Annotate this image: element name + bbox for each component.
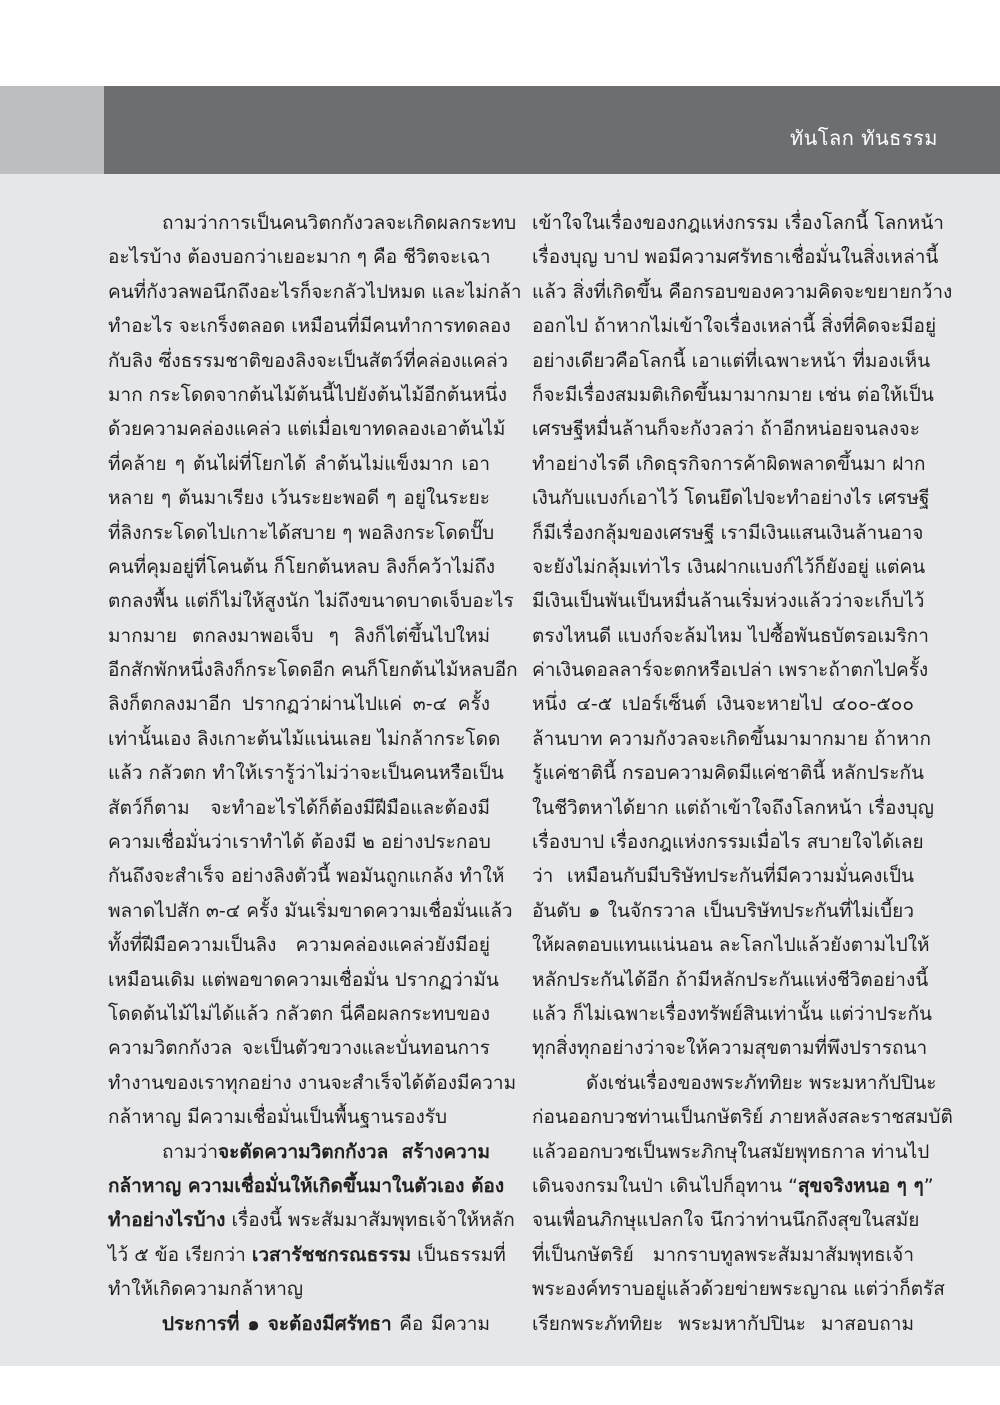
text-line: ทุกสิ่งทุกอย่างว่าจะให้ความสุขตามที่พึงปรารถนา	[532, 1037, 928, 1060]
text-line: หลาย ๆ ต้นมาเรียง เว้นระยะพอดี ๆ อยู่ในระยะ	[108, 487, 490, 510]
text-line: เรียกพระภัททิยะ พระมหากัปปินะ มาสอบถาม	[532, 1312, 914, 1335]
text-line: คนที่คุมอยู่ที่โคนต้น ก็โยกต้นหลบ ลิงก็คว้าไม่ถึง	[108, 555, 496, 578]
bold-text: สุขจริงหนอ ๆ ๆ	[797, 1174, 924, 1197]
text-line: แล้วออกบวชเป็นพระภิกษุในสมัยพุทธกาล ท่านไป	[532, 1140, 930, 1163]
text-line: กับลิง ซึ่งธรรมชาติของลิงจะเป็นสัตว์ที่คล่องแคล่ว	[108, 349, 509, 372]
bold-text: ประการที่ ๑ จะต้องมีศรัทธา	[162, 1312, 392, 1335]
text-line: เรื่องบุญ บาป พอมีความศรัทธาเชื่อมั่นในสิ่งเหล่านี้	[532, 246, 939, 269]
text-line: มาก กระโดดจากต้นไม้ต้นนี้ไปยังต้นไม้อีกต้นหนึ่ง	[108, 383, 508, 406]
text-line: จะยังไม่กลุ้มเท่าไร เงินฝากแบงก์ไว้ก็ยังอยู่ แต่คน	[532, 555, 926, 578]
text-line: แล้ว กลัวตก ทำให้เรารู้ว่าไม่ว่าจะเป็นคนหรือเป็น	[108, 762, 504, 785]
text-line: พระองค์ทราบอยู่แล้วด้วยข่ายพระญาณ แต่ว่าก็ตรัส	[532, 1278, 945, 1301]
text-line: ที่ลิงกระโดดไปเกาะได้สบาย ๆ พอลิงกระโดดปั๊บ	[108, 521, 495, 544]
text-line	[108, 1135, 490, 1169]
text-span: ถามว่า	[162, 1140, 219, 1163]
text-line: เหมือนเดิม แต่พอขาดความเชื่อมั่น ปรากฏว่ามัน	[108, 968, 499, 991]
text-line: ด้วยความคล่องแคล่ว แต่เมื่อเขาทดลองเอาต้นไม้	[108, 418, 506, 441]
text-line: อะไรบ้าง ต้องบอกว่าเยอะมาก ๆ คือ ชีวิตจะเฉา	[108, 246, 491, 269]
text-line: แล้ว ก็ไม่เฉพาะเรื่องทรัพย์สินเท่านั้น แต่ว่าประกัน	[532, 1002, 932, 1025]
text-line: ตรงไหนดี แบงก์จะล้มไหม ไปซื้อพันธบัตรอเมริกา	[532, 624, 929, 647]
text-span: ไว้ ๕ ข้อ เรียกว่า	[108, 1243, 252, 1266]
text-line: อันดับ ๑ ในจักรวาล เป็นบริษัทประกันที่ไม่เบี้ยว	[532, 899, 914, 922]
text-span: เรื่องนี้ พระสัมมาสัมพุทธเจ้าให้หลัก	[225, 1209, 515, 1232]
text-line	[108, 1169, 505, 1203]
text-line: ทำให้เกิดความกล้าหาญ	[108, 1278, 304, 1301]
text-line: รู้แค่ชาตินี้ กรอบความคิดมีแค่ชาตินี้ หลักประกัน	[532, 762, 924, 785]
text-line: หนึ่ง ๔-๕ เปอร์เซ็นต์ เงินจะหายไป ๔๐๐-๕๐๐	[532, 693, 914, 716]
section-title: ทันโลก ทันธรรม	[789, 126, 938, 150]
text-line: ถามว่าการเป็นคนวิตกกังวลจะเกิดผลกระทบ	[162, 212, 517, 234]
text-line: จนเพื่อนภิกษุแปลกใจ นึกว่าท่านนึกถึงสุขในสมัย	[532, 1209, 920, 1232]
header-tab-block	[0, 86, 104, 174]
text-line: คนที่กังวลพอนึกถึงอะไรก็จะกลัวไปหมด และไม่กล้า	[108, 280, 522, 303]
text-line: ลิงก็ตกลงมาอีก ปรากฏว่าผ่านไปแค่ ๓-๔ ครั้ง	[108, 693, 490, 716]
text-line: ทำอะไร จะเกร็งตลอด เหมือนที่มีคนทำการทดลอง	[108, 315, 511, 338]
text-span: ”	[923, 1174, 934, 1197]
header-bar	[0, 86, 1000, 174]
bold-text: กล้าหาญ ความเชื่อมั่นให้เกิดขึ้นมาในตัวเอง ต้อง	[108, 1174, 505, 1197]
right-column	[532, 206, 953, 1341]
text-line: สัตว์ก็ตาม จะทำอะไรได้ก็ต้องมีฝีมือและต้องมี	[108, 796, 490, 819]
text-line: ออกไป ถ้าหากไม่เข้าใจเรื่องเหล่านี้ สิ่งที่คิดจะมีอยู่	[532, 315, 937, 338]
text-line: ทำอย่างไรดี เกิดธุรกิจการค้าผิดพลาดขึ้นมา ฝาก	[532, 452, 926, 475]
bold-text: จะตัดความวิตกกังวล สร้างความ	[218, 1140, 490, 1163]
text-line: อย่างเดียวคือโลกนี้ เอาแต่ที่เฉพาะหน้า ที่มองเห็น	[532, 349, 931, 372]
text-line: ที่เป็นกษัตริย์ มากราบทูลพระสัมมาสัมพุทธเจ้า	[532, 1243, 914, 1266]
text-line: หลักประกันได้อีก ถ้ามีหลักประกันแห่งชีวิตอย่างนี้	[532, 968, 929, 991]
text-line: มากมาย ตกลงมาพอเจ็บ ๆ ลิงก็ไต่ขึ้นไปใหม่	[108, 624, 490, 647]
bold-text: เวสารัชชกรณธรรม	[251, 1243, 412, 1266]
text-line	[532, 1169, 934, 1203]
text-line: ที่คล้าย ๆ ต้นไผ่ที่โยกได้ ลำต้นไม่แข็งมาก เอา	[108, 452, 490, 475]
text-line: ทั้งที่ฝีมือความเป็นลิง ความคล่องแคล่วยังมีอยู่	[108, 934, 490, 957]
text-line: ค่าเงินดอลลาร์จะตกหรือเปล่า เพราะถ้าตกไปครั้ง	[532, 659, 929, 682]
text-line	[108, 1238, 506, 1272]
text-line: ดังเช่นเรื่องของพระภัททิยะ พระมหากัปปินะ	[586, 1071, 937, 1094]
text-line: ความวิตกกังวล จะเป็นตัวขวางและบั่นทอนการ	[108, 1037, 490, 1060]
text-line: ตกลงพื้น แต่ก็ไม่ให้สูงนัก ไม่ถึงขนาดบาดเจ็บอะไร	[108, 590, 514, 613]
text-line: กล้าหาญ มีความเชื่อมั่นเป็นพื้นฐานรองรับ	[108, 1106, 448, 1129]
text-line: เท่านั้นเอง ลิงเกาะต้นไม้แน่นเลย ไม่กล้ากระโดด	[108, 727, 501, 750]
text-line: เศรษฐีหมื่นล้านก็จะกังวลว่า ถ้าอีกหน่อยจนลงจะ	[532, 418, 920, 441]
text-line: ก็จะมีเรื่องสมมติเกิดขึ้นมามากมาย เช่น ต่อให้เป็น	[532, 383, 934, 406]
text-span: เดินจงกรมในป่า เดินไปก็อุทาน “	[532, 1174, 798, 1197]
text-line	[108, 1203, 515, 1237]
text-line: ทำงานของเราทุกอย่าง งานจะสำเร็จได้ต้องมีความ	[108, 1071, 517, 1094]
text-line: แล้ว สิ่งที่เกิดขึ้น คือกรอบของความคิดจะขยายกว้าง	[532, 280, 953, 303]
left-column	[108, 206, 522, 1341]
text-span: คือ มีความ	[391, 1312, 490, 1335]
text-line: ให้ผลตอบแทนแน่นอน ละโลกไปแล้วยังตามไปให้	[532, 934, 930, 957]
text-span: เป็นธรรมที่	[411, 1243, 506, 1266]
text-line: เงินกับแบงก์เอาไว้ โดนยึดไปจะทำอย่างไร เศรษฐี	[532, 487, 930, 510]
bold-text: ทำอย่างไรบ้าง	[108, 1209, 226, 1232]
text-line: พลาดไปสัก ๓-๔ ครั้ง มันเริ่มขาดความเชื่อมั่นแล้ว	[108, 899, 513, 922]
text-line: เข้าใจในเรื่องของกฎแห่งกรรม เรื่องโลกนี้ โลกหน้า	[532, 212, 944, 234]
text-line: ก่อนออกบวชท่านเป็นกษัตริย์ ภายหลังสละราชสมบัติ	[532, 1106, 953, 1129]
text-line: ก็มีเรื่องกลุ้มของเศรษฐี เรามีเงินแสนเงินล้านอาจ	[532, 521, 924, 544]
text-line: ว่า เหมือนกับมีบริษัทประกันที่มีความมั่นคงเป็น	[532, 865, 914, 888]
text-line: เรื่องบาป เรื่องกฎแห่งกรรมเมื่อไร สบายใจได้เลย	[532, 831, 924, 854]
text-line: ความเชื่อมั่นว่าเราทำได้ ต้องมี ๒ อย่างประกอบ	[108, 831, 491, 854]
text-line	[108, 1307, 490, 1341]
text-line: อีกสักพักหนึ่งลิงก็กระโดดอีก คนก็โยกต้นไม้หลบอีก	[108, 659, 518, 682]
text-line: มีเงินเป็นพันเป็นหมื่นล้านเริ่มห่วงแล้วว่าจะเก็บไว้	[532, 590, 925, 613]
text-line: โดดต้นไม้ไม่ได้แล้ว กลัวตก นี่คือผลกระทบของ	[108, 1002, 490, 1025]
text-line: ล้านบาท ความกังวลจะเกิดขึ้นมามากมาย ถ้าหาก	[532, 727, 932, 750]
text-line: กันถึงจะสำเร็จ อย่างลิงตัวนี้ พอมันถูกแกล้ง ทำให้	[108, 865, 505, 888]
text-line: ในชีวิตหาได้ยาก แต่ถ้าเข้าใจถึงโลกหน้า เรื่องบุญ	[532, 796, 934, 819]
